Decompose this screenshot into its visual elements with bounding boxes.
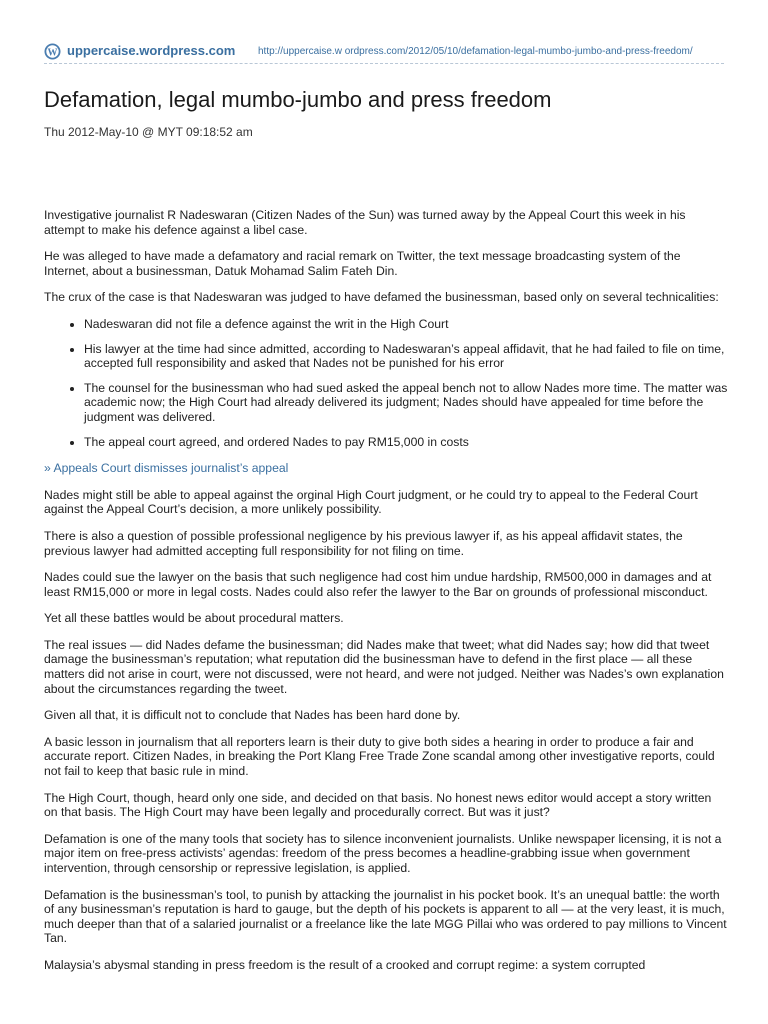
technicalities-list: [44, 317, 728, 449]
paragraph: He was alleged to have made a defamatory and racial remark on Twitter, the text message broadcasting system of the Internet, about a businessman, Datuk Mohamad Salim Fateh Din.: [44, 249, 681, 278]
header-divider: [44, 63, 724, 64]
paragraph: The High Court, though, heard only one side, and decided on that basis. No honest news editor would accept a story written on that basis. The High Court may have been legally and procedurally correct. But was it just?: [44, 790, 712, 820]
paragraph: There is also a question of possible professional negligence by his previous lawyer if, as his appeal affidavit states, the previous lawyer had admitted accepting full responsibility for not filing on time.: [44, 528, 683, 558]
list-item: • The counsel for the businessman who had sued asked the appeal bench not to allow Nades more time. The matter was academic now; the High Court had already delivered its judgment; Nades should have appealed for time before the judgment was delivered.: [84, 381, 728, 425]
paragraph: Yet all these battles would be about procedural matters.: [44, 611, 344, 626]
svg-text:W: W: [47, 47, 58, 59]
paragraph: Defamation is the businessman’s tool, to punish by attacking the journalist in his pocket book. It’s an unequal battle: the worth of any businessman’s reputation is hard to gauge, but the depth of his pockets is apparent to all — at the very least, it is much, much deeper than that of a salaried journalist or a freelance like the late MGG Pillai who was ordered to pay millions to Vincent Tan.: [44, 887, 727, 946]
list-item: • The appeal court agreed, and ordered Nades to pay RM15,000 in costs: [84, 435, 728, 450]
paragraph: Nades might still be able to appeal against the orginal High Court judgment, or he could try to appeal to the Federal Court against the Appeal Court’s decision, a more unlikely possibility.: [44, 487, 698, 517]
list-item: • His lawyer at the time had since admitted, according to Nadeswaran’s appeal affidavit, that he had failed to file on time, accepted full responsibility and asked that Nades not be punished for his error: [84, 342, 728, 371]
list-item: • Nadeswaran did not file a defence against the writ in the High Court: [84, 317, 728, 332]
paragraph: The real issues — did Nades defame the businessman; did Nades make that tweet; what did Nades say; how did that tweet damage the businessman’s reputation; what reputation did the businessman have to defend in the first place — all these matters did not arise in court, were not discussed, were not heard, and were not judged. Neither was Nades’s own explanation about the circumstances regarding the tweet.: [44, 637, 724, 696]
paragraph: Investigative journalist R Nadeswaran (Citizen Nades of the Sun) was turned away by the Appeal Court this week in his attempt to make his defence against a libel case.: [44, 208, 686, 237]
site-name-link[interactable]: uppercaise.wordpress.com: [67, 43, 236, 58]
appeals-court-link[interactable]: » Appeals Court dismisses journalist’s appeal: [44, 461, 289, 476]
paragraph: The crux of the case is that Nadeswaran was judged to have defamed the businessman, based only on several technicalities:: [44, 290, 719, 305]
post-date: Thu 2012-May-10 @ MYT 09:18:52 am: [44, 125, 253, 139]
related-link-paragraph: [44, 461, 728, 476]
article-body: [44, 208, 728, 985]
page-title: Defamation, legal mumbo-jumbo and press freedom: [44, 87, 552, 112]
paragraph: Malaysia’s abysmal standing in press freedom is the result of a crooked and corrupt regime: a system corrupted: [44, 957, 646, 972]
paragraph: A basic lesson in journalism that all reporters learn is their duty to give both sides a hearing in order to produce a fair and accurate report. Citizen Nades, in breaking the Port Klang Free Trade Zone scandal among other investigative reports, could not fail to keep that basic rule in mind.: [44, 734, 715, 779]
site-header: [44, 42, 724, 64]
wordpress-logo-icon[interactable]: [44, 43, 61, 60]
article-url-link[interactable]: http://uppercaise.w ordpress.com/2012/05/10/defamation-legal-mumbo-jumbo-and-press-freedom/: [258, 46, 693, 57]
paragraph: Defamation is one of the many tools that society has to silence inconvenient journalists. Unlike newspaper licensing, it is not a major item on free-press activists’ agendas: freedom of the press becomes a headline-grabbing issue when government intervention, through censorship or repressive legislation, is applied.: [44, 831, 722, 875]
paragraph: Nades could sue the lawyer on the basis that such negligence had cost him undue hardship, RM500,000 in damages and at least RM15,000 or more in legal costs. Nades could also refer the lawyer to the Bar on grounds of professional misconduct.: [44, 570, 712, 599]
paragraph: Given all that, it is difficult not to conclude that Nades has been hard done by.: [44, 708, 461, 723]
